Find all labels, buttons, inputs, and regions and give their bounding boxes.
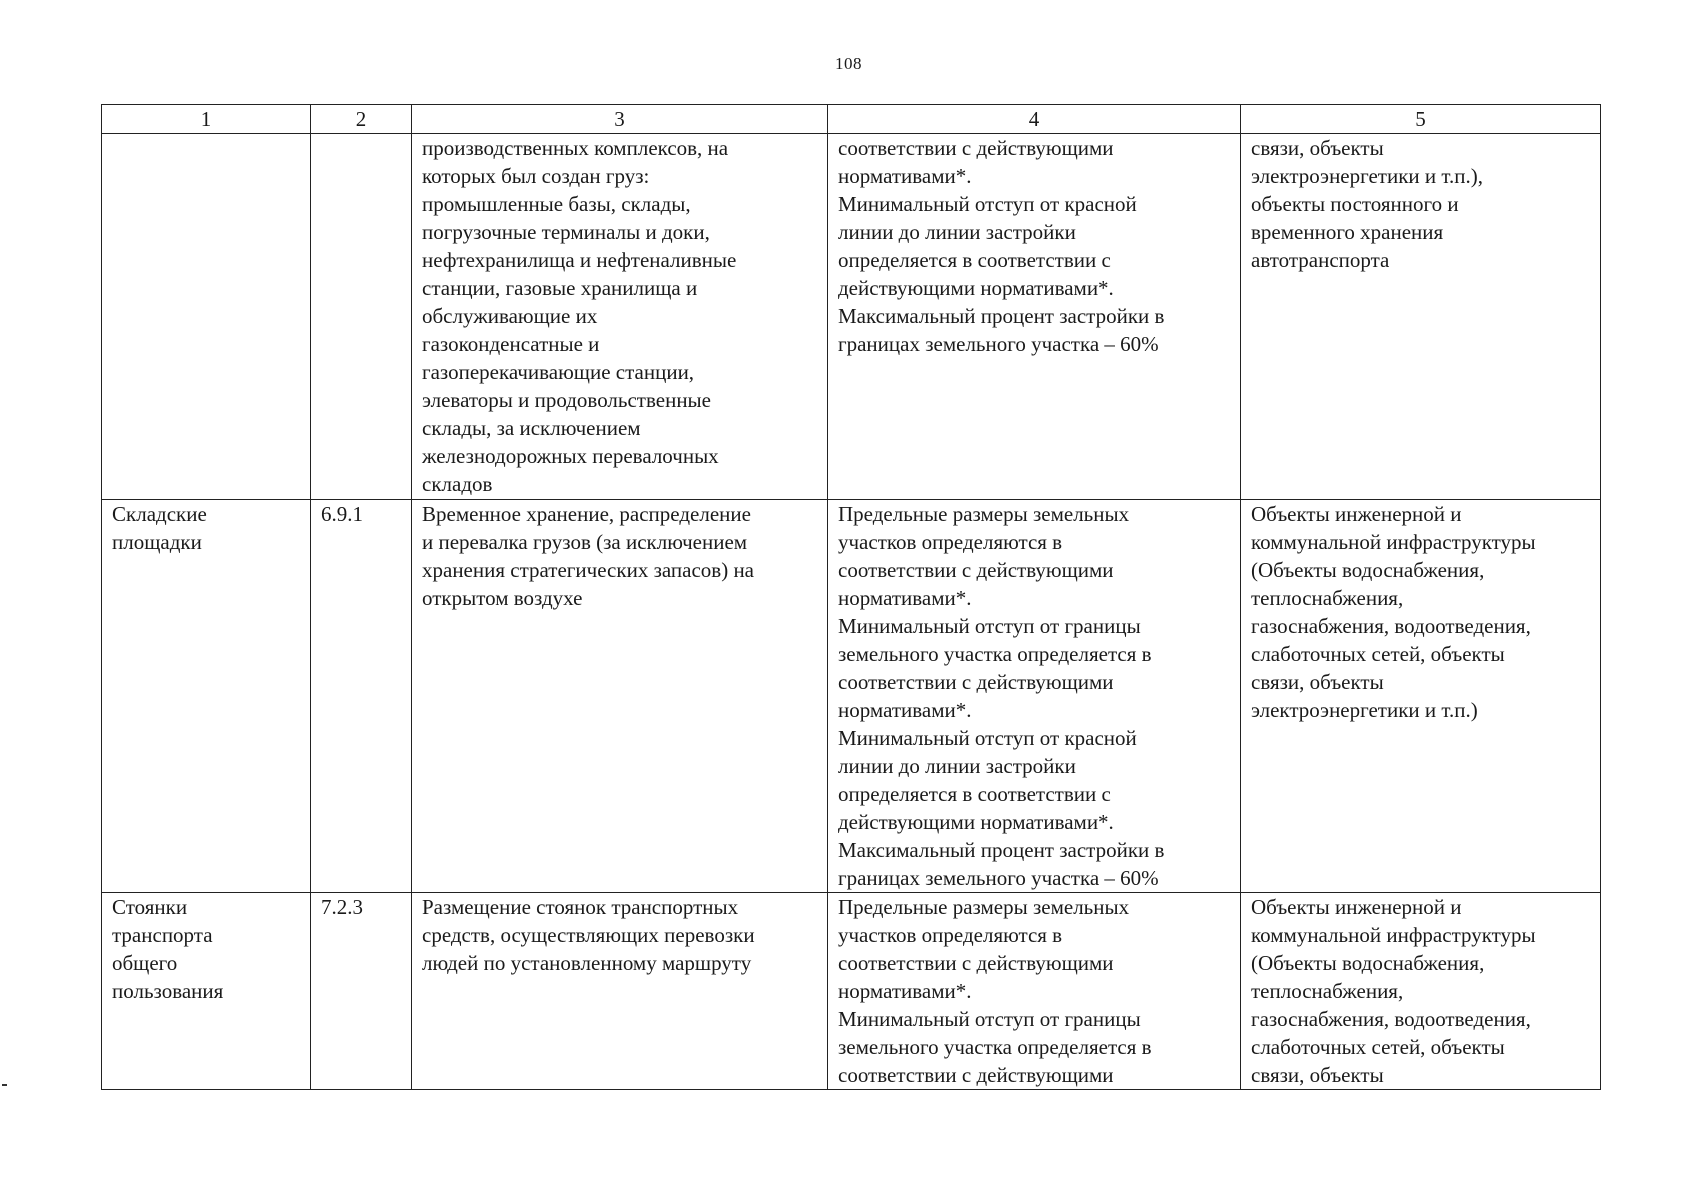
cell-text-line: пользования: [112, 979, 224, 1003]
cell-text-line: Минимальный отступ от красной: [838, 726, 1137, 750]
cell-text-line: (Объекты водоснабжения,: [1251, 558, 1485, 582]
cell-text-line: транспорта: [112, 923, 213, 947]
land-use-name-cell: [102, 893, 311, 1090]
cell-text-line: Максимальный процент застройки в: [838, 304, 1165, 328]
cell-text-line: Объекты инженерной и: [1251, 895, 1462, 919]
cell-text-line: линии до линии застройки: [838, 754, 1076, 778]
cell-text-line: производственных комплексов, на: [422, 136, 729, 160]
use-description-cell: [412, 893, 828, 1090]
use-description-cell: [412, 134, 828, 500]
header-col-3: 3: [412, 105, 828, 134]
cell-text-line: нормативами*.: [838, 698, 972, 722]
cell-text-line: 6.9.1: [321, 502, 363, 526]
cell-text-line: коммунальной инфраструктуры: [1251, 923, 1536, 947]
cell-text-line: нефтехранилища и нефтеналивные: [422, 248, 737, 272]
cell-text-line: действующими нормативами*.: [838, 810, 1114, 834]
cell-text-line: связи, объекты: [1251, 136, 1384, 160]
cell-text-line: нормативами*.: [838, 979, 972, 1003]
cell-text-line: промышленные базы, склады,: [422, 192, 691, 216]
cell-text-line: железнодорожных перевалочных: [422, 444, 719, 468]
cell-text-line: газоперекачивающие станции,: [422, 360, 695, 384]
cell-text-line: определяется в соответствии с: [838, 248, 1111, 272]
cell-text-line: газоснабжения, водоотведения,: [1251, 1007, 1531, 1031]
cell-text-line: определяется в соответствии с: [838, 782, 1111, 806]
cell-text-line: Предельные размеры земельных: [838, 895, 1130, 919]
cell-text-line: склады, за исключением: [422, 416, 641, 440]
cell-text-line: Минимальный отступ от границы: [838, 614, 1141, 638]
cell-text-line: Предельные размеры земельных: [838, 502, 1130, 526]
land-use-name-cell: [102, 134, 311, 500]
cell-text-line: соответствии с действующими: [838, 670, 1114, 694]
cell-text-line: площадки: [112, 530, 202, 554]
cell-text-line: коммунальной инфраструктуры: [1251, 530, 1536, 554]
classifier-code-cell: [311, 893, 412, 1090]
auxiliary-uses-cell: [1241, 893, 1601, 1090]
cell-text-line: элеваторы и продовольственные: [422, 388, 711, 412]
cell-text-line: Складские: [112, 502, 207, 526]
header-col-5: 5: [1241, 105, 1601, 134]
cell-text-line: Минимальный отступ от красной: [838, 192, 1137, 216]
cell-text-line: Размещение стоянок транспортных: [422, 895, 739, 919]
cell-text-line: границах земельного участка – 60%: [838, 332, 1159, 356]
table-row: [102, 134, 1601, 500]
table-row: [102, 893, 1601, 1090]
cell-text-line: которых был создан груз:: [422, 164, 650, 188]
header-row: [102, 105, 1601, 134]
auxiliary-uses-cell: [1241, 500, 1601, 893]
auxiliary-uses-cell: [1241, 134, 1601, 500]
cell-text-line: участков определяются в: [838, 923, 1063, 947]
cell-text-line: и перевалка грузов (за исключением: [422, 530, 748, 554]
cell-text-line: станции, газовые хранилища и: [422, 276, 698, 300]
cell-text-line: Объекты инженерной и: [1251, 502, 1462, 526]
cell-text-line: Максимальный процент застройки в: [838, 838, 1165, 862]
classifier-code-cell: [311, 500, 412, 893]
cell-text-line: общего: [112, 951, 178, 975]
cell-text-line: линии до линии застройки: [838, 220, 1076, 244]
cell-text-line: (Объекты водоснабжения,: [1251, 951, 1485, 975]
cell-text-line: слаботочных сетей, объекты: [1251, 1035, 1505, 1059]
cell-text-line: теплоснабжения,: [1251, 979, 1404, 1003]
zoning-table: [101, 104, 1601, 1090]
cell-text-line: границах земельного участка – 60%: [838, 866, 1159, 890]
cell-text-line: связи, объекты: [1251, 1063, 1384, 1087]
use-description-cell: [412, 500, 828, 893]
parameters-cell: [828, 134, 1241, 500]
cell-text-line: соответствии с действующими: [838, 558, 1114, 582]
cell-text-line: участков определяются в: [838, 530, 1063, 554]
header-col-1: 1: [102, 105, 311, 134]
header-col-4: 4: [828, 105, 1241, 134]
cell-text-line: теплоснабжения,: [1251, 586, 1404, 610]
land-use-name-cell: [102, 500, 311, 893]
cell-text-line: газоснабжения, водоотведения,: [1251, 614, 1531, 638]
cell-text-line: электроэнергетики и т.п.),: [1251, 164, 1483, 188]
cell-text-line: нормативами*.: [838, 164, 972, 188]
cell-text-line: земельного участка определяется в: [838, 1035, 1152, 1059]
table-row: [102, 500, 1601, 893]
cell-text-line: соответствии с действующими: [838, 136, 1114, 160]
scan-mark: [2, 1084, 7, 1086]
cell-text-line: слаботочных сетей, объекты: [1251, 642, 1505, 666]
parameters-cell: [828, 893, 1241, 1090]
parameters-cell: [828, 500, 1241, 893]
cell-text-line: Временное хранение, распределение: [422, 502, 751, 526]
cell-text-line: связи, объекты: [1251, 670, 1384, 694]
cell-text-line: 7.2.3: [321, 895, 363, 919]
cell-text-line: складов: [422, 472, 493, 496]
cell-text-line: временного хранения: [1251, 220, 1444, 244]
classifier-code-cell: [311, 134, 412, 500]
cell-text-line: открытом воздухе: [422, 586, 583, 610]
cell-text-line: соответствии с действующими: [838, 951, 1114, 975]
cell-text-line: электроэнергетики и т.п.): [1251, 698, 1478, 722]
cell-text-line: действующими нормативами*.: [838, 276, 1114, 300]
cell-text-line: обслуживающие их: [422, 304, 598, 328]
cell-text-line: соответствии с действующими: [838, 1063, 1114, 1087]
header-col-2: 2: [311, 105, 412, 134]
cell-text-line: Минимальный отступ от границы: [838, 1007, 1141, 1031]
cell-text-line: погрузочные терминалы и доки,: [422, 220, 710, 244]
cell-text-line: газоконденсатные и: [422, 332, 600, 356]
cell-text-line: средств, осуществляющих перевозки: [422, 923, 755, 947]
cell-text-line: объекты постоянного и: [1251, 192, 1459, 216]
cell-text-line: нормативами*.: [838, 586, 972, 610]
page-number: 108: [835, 54, 862, 73]
cell-text-line: земельного участка определяется в: [838, 642, 1152, 666]
cell-text-line: людей по установленному маршруту: [422, 951, 752, 975]
cell-text-line: хранения стратегических запасов) на: [422, 558, 755, 582]
cell-text-line: автотранспорта: [1251, 248, 1390, 272]
cell-text-line: Стоянки: [112, 895, 188, 919]
